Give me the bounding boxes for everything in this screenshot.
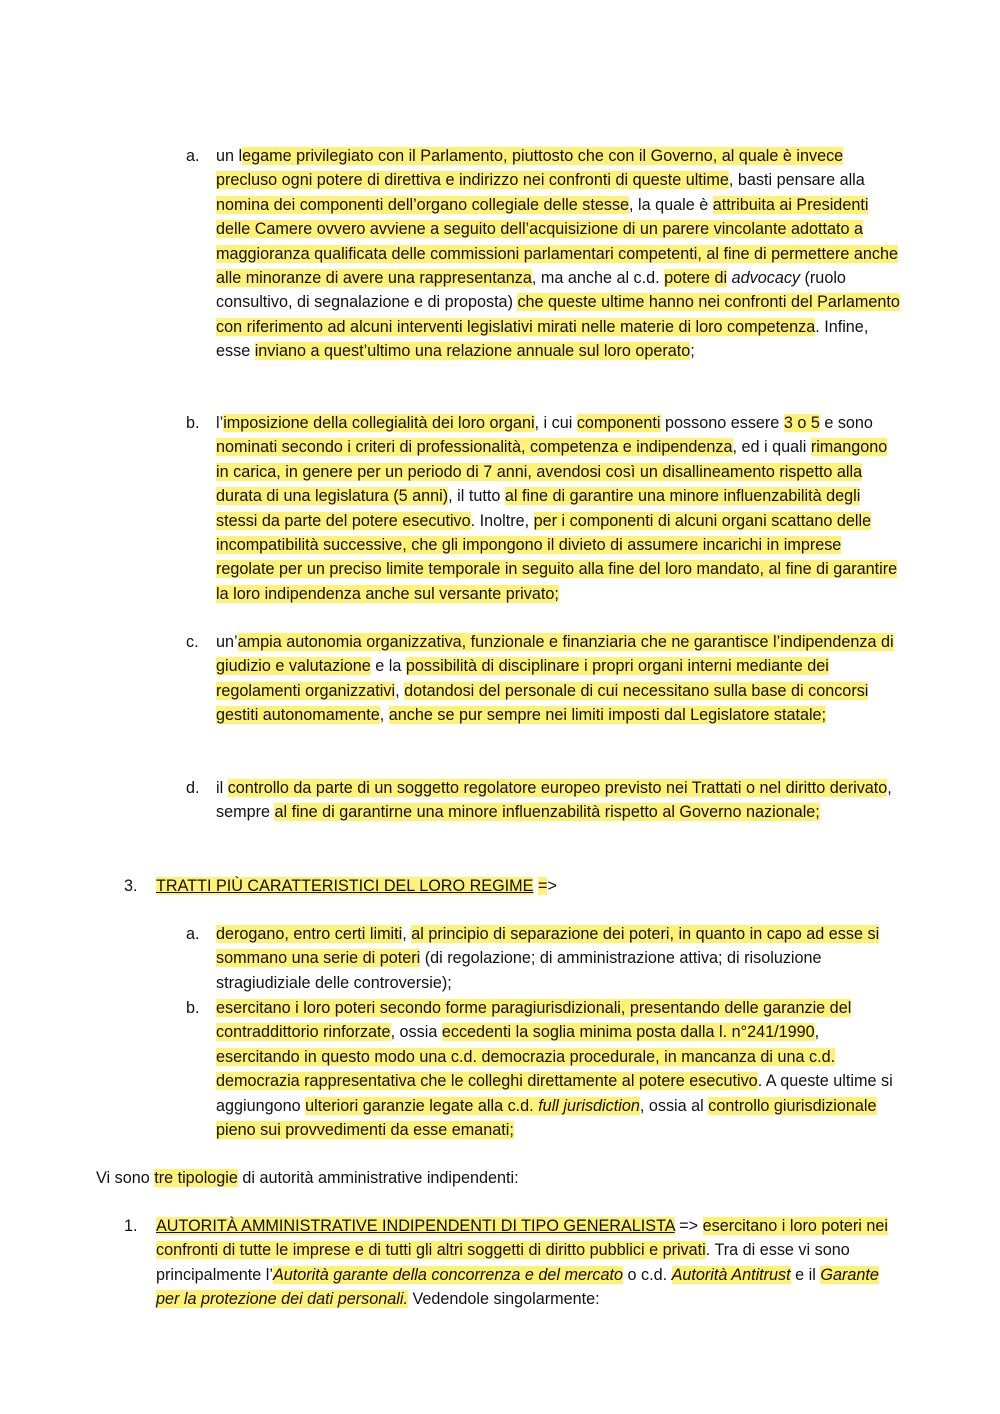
highlighted-text: derogano, entro certi limiti bbox=[216, 925, 403, 943]
text-run: (di regolazione; di amministrazione attiva; di risoluzione stragiudiziale delle controversie); bbox=[216, 949, 822, 992]
list-marker: b. bbox=[186, 414, 200, 432]
text-run: . A queste ultime si aggiungono bbox=[216, 1072, 893, 1115]
highlighted-text: controllo da parte di un soggetto regolatore europeo previsto nei Trattati o nel diritto derivato bbox=[227, 779, 888, 797]
highlighted-text: Autorità garante della concorrenza e del mercato bbox=[272, 1265, 623, 1284]
list-item-b bbox=[186, 411, 902, 606]
list-item-c bbox=[186, 630, 902, 728]
highlighted-text: al fine di garantire una minore influenzabilità degli stessi da parte del potere esecutivo bbox=[216, 487, 861, 530]
text-run: , la quale è bbox=[629, 195, 713, 214]
highlighted-text: che queste ultime hanno nei confronti del Parlamento con riferimento ad alcuni interventi legislativi mirati nelle materie di loro competenza bbox=[216, 293, 900, 336]
list-item-d bbox=[186, 776, 902, 825]
text-run: , basti pensare alla bbox=[728, 171, 865, 190]
highlighted-text: anche se pur sempre nei limiti imposti dal Legislatore statale; bbox=[388, 706, 827, 725]
list-item-3 bbox=[124, 874, 902, 898]
text-run: . Tra di esse vi sono principalmente l’ bbox=[156, 1241, 850, 1284]
list-item-a bbox=[186, 144, 902, 364]
highlighted-text: possibilità di disciplinare i propri organi interni mediante dei regolamenti organizzativi bbox=[216, 657, 829, 700]
highlighted-text: = bbox=[537, 877, 548, 895]
text-run: > bbox=[547, 877, 557, 895]
text-run: ; bbox=[690, 342, 695, 361]
paragraph-text bbox=[216, 630, 902, 728]
paragraph-text bbox=[156, 1214, 902, 1312]
highlighted-text: eccedenti la soglia minima posta dalla l. n°241/1990 bbox=[441, 1023, 815, 1042]
text-run: , ossia bbox=[390, 1023, 442, 1042]
highlighted-text: al fine di garantirne una minore influenzabilità rispetto al Governo nazionale; bbox=[274, 803, 820, 822]
text-run: . Infine, esse bbox=[216, 317, 869, 361]
text-run: e il bbox=[790, 1265, 821, 1284]
intro-paragraph bbox=[96, 1166, 902, 1190]
text-run: , il tutto bbox=[448, 487, 505, 506]
list-item-3b bbox=[186, 996, 902, 1142]
text-run: di autorità amministrative indipendenti: bbox=[237, 1169, 519, 1187]
highlighted-text: TRATTI PIÙ CARATTERISTICI DEL LORO REGIME bbox=[156, 877, 534, 895]
highlighted-text: componenti bbox=[576, 414, 661, 432]
text-run: , sempre bbox=[216, 779, 892, 822]
text-run: . Inoltre, bbox=[470, 511, 534, 530]
text-run: un’ bbox=[216, 633, 238, 651]
highlighted-text: imposizione della collegialità dei loro organi bbox=[223, 414, 535, 432]
highlighted-text: Garante per la protezione dei dati personali. bbox=[156, 1265, 879, 1309]
text-run: , bbox=[395, 681, 405, 700]
highlighted-text: AUTORITÀ AMMINISTRATIVE INDIPENDENTI DI TIPO GENERALISTA bbox=[156, 1217, 675, 1235]
highlighted-text: al principio di separazione dei poteri, in quanto in capo ad esse si sommano una serie di poteri bbox=[216, 925, 880, 968]
text-run: => bbox=[674, 1217, 703, 1235]
text-run: , ossia al bbox=[639, 1096, 709, 1115]
paragraph-text bbox=[96, 1166, 902, 1190]
highlighted-text: esercitando in questo modo una c.d. democrazia procedurale, in mancanza di una c.d. democrazia rappresentativa che le colleghi direttamente al potere esecutivo bbox=[216, 1047, 836, 1091]
highlighted-text: per i componenti di alcuni organi scattano delle incompatibilità successive, che gli impongono il divieto di assumere incarichi in imprese regolate per un preciso limite temporale in seguito alla fine del loro mandato, al fine di garantire la loro indipendenza anche sul versante privato; bbox=[216, 511, 898, 603]
highlighted-text: rimangono in carica, in genere per un periodo di 7 anni, avendosi così un disallineamento rispetto alla durata di una legislatura (5 anni) bbox=[216, 438, 888, 506]
highlighted-text: inviano a quest’ultimo una relazione annuale sul loro operato bbox=[254, 342, 691, 361]
highlighted-text: nomina dei componenti dell’organo collegiale delle stesse bbox=[216, 195, 630, 214]
text-run: , ed i quali bbox=[732, 438, 811, 457]
text-run: e sono bbox=[819, 414, 873, 432]
highlighted-text: attribuita ai Presidenti delle Camere ovvero avviene a seguito dell’acquisizione di un parere vincolante adottato a maggioranza qualificata delle commissioni parlamentari competenti, al fine di permettere anche alle minoranze di avere una rappresentanza bbox=[216, 195, 899, 288]
highlighted-text: Autorità Antitrust bbox=[671, 1265, 791, 1284]
highlighted-text: egame privilegiato con il Parlamento, piuttosto che con il Governo, al quale è invece precluso ogni potere di direttiva e indirizzo nei confronti di queste ultime bbox=[216, 147, 844, 190]
highlighted-text: esercitano i loro poteri secondo forme paragiurisdizionali, presentando delle garanzie del contraddittorio rinforzate bbox=[216, 999, 852, 1042]
text-run: , bbox=[814, 1023, 820, 1042]
text-run: , bbox=[379, 706, 389, 725]
list-marker: d. bbox=[186, 779, 200, 797]
list-marker: b. bbox=[186, 999, 200, 1017]
highlighted-text: controllo giurisdizionale pieno sui provvedimenti da esse emanati; bbox=[216, 1096, 877, 1140]
list-marker: c. bbox=[186, 633, 199, 651]
highlighted-text: ulteriori garanzie legate alla c.d. bbox=[305, 1096, 539, 1115]
highlighted-text: dotandosi del personale di cui necessitano sulla base di concorsi gestiti autonomamente bbox=[216, 681, 869, 725]
text-run: possono essere bbox=[660, 414, 784, 432]
list-item-3a bbox=[186, 922, 902, 995]
list-marker: 1. bbox=[124, 1217, 138, 1235]
paragraph-text bbox=[216, 411, 902, 606]
text-run: il bbox=[216, 779, 228, 797]
highlighted-text: full jurisdiction bbox=[538, 1096, 640, 1115]
highlighted-text: tre tipologie bbox=[154, 1169, 238, 1187]
highlighted-text: esercitano i loro poteri nei confronti di tutte le imprese e di tutti gli altri soggetti di diritto pubblici e privati bbox=[156, 1217, 888, 1260]
list-marker: a. bbox=[186, 925, 200, 943]
highlighted-text: 3 o 5 bbox=[783, 414, 820, 432]
text-run: l’ bbox=[216, 414, 224, 432]
text-run: (ruolo consultivo, di segnalazione e di proposta) bbox=[216, 269, 846, 312]
highlighted-text: nominati secondo i criteri di professionalità, competenza e indipendenza bbox=[216, 438, 733, 457]
text-run: o c.d. bbox=[623, 1265, 672, 1284]
list-item-1 bbox=[124, 1214, 902, 1312]
text-run: Vedendole singolarmente: bbox=[407, 1290, 600, 1309]
highlighted-text: potere di bbox=[664, 269, 728, 288]
paragraph-text bbox=[216, 776, 902, 825]
text-run: advocacy bbox=[731, 269, 801, 288]
paragraph-text bbox=[216, 144, 902, 364]
text-run: , i cui bbox=[534, 414, 577, 432]
text-run: , bbox=[402, 925, 412, 943]
paragraph-text bbox=[216, 922, 902, 995]
text-run: , ma anche al c.d. bbox=[531, 269, 665, 288]
text-run: un l bbox=[216, 147, 243, 165]
text-run: Vi sono bbox=[96, 1169, 155, 1187]
highlighted-text: ampia autonomia organizzativa, funzionale e finanziaria che ne garantisce l’indipendenza di giudizio e valutazione bbox=[216, 633, 894, 676]
text-run: e la bbox=[370, 657, 406, 676]
paragraph-text bbox=[216, 996, 902, 1142]
list-marker: a. bbox=[186, 147, 200, 165]
section-heading bbox=[156, 874, 902, 898]
list-marker: 3. bbox=[124, 877, 138, 895]
